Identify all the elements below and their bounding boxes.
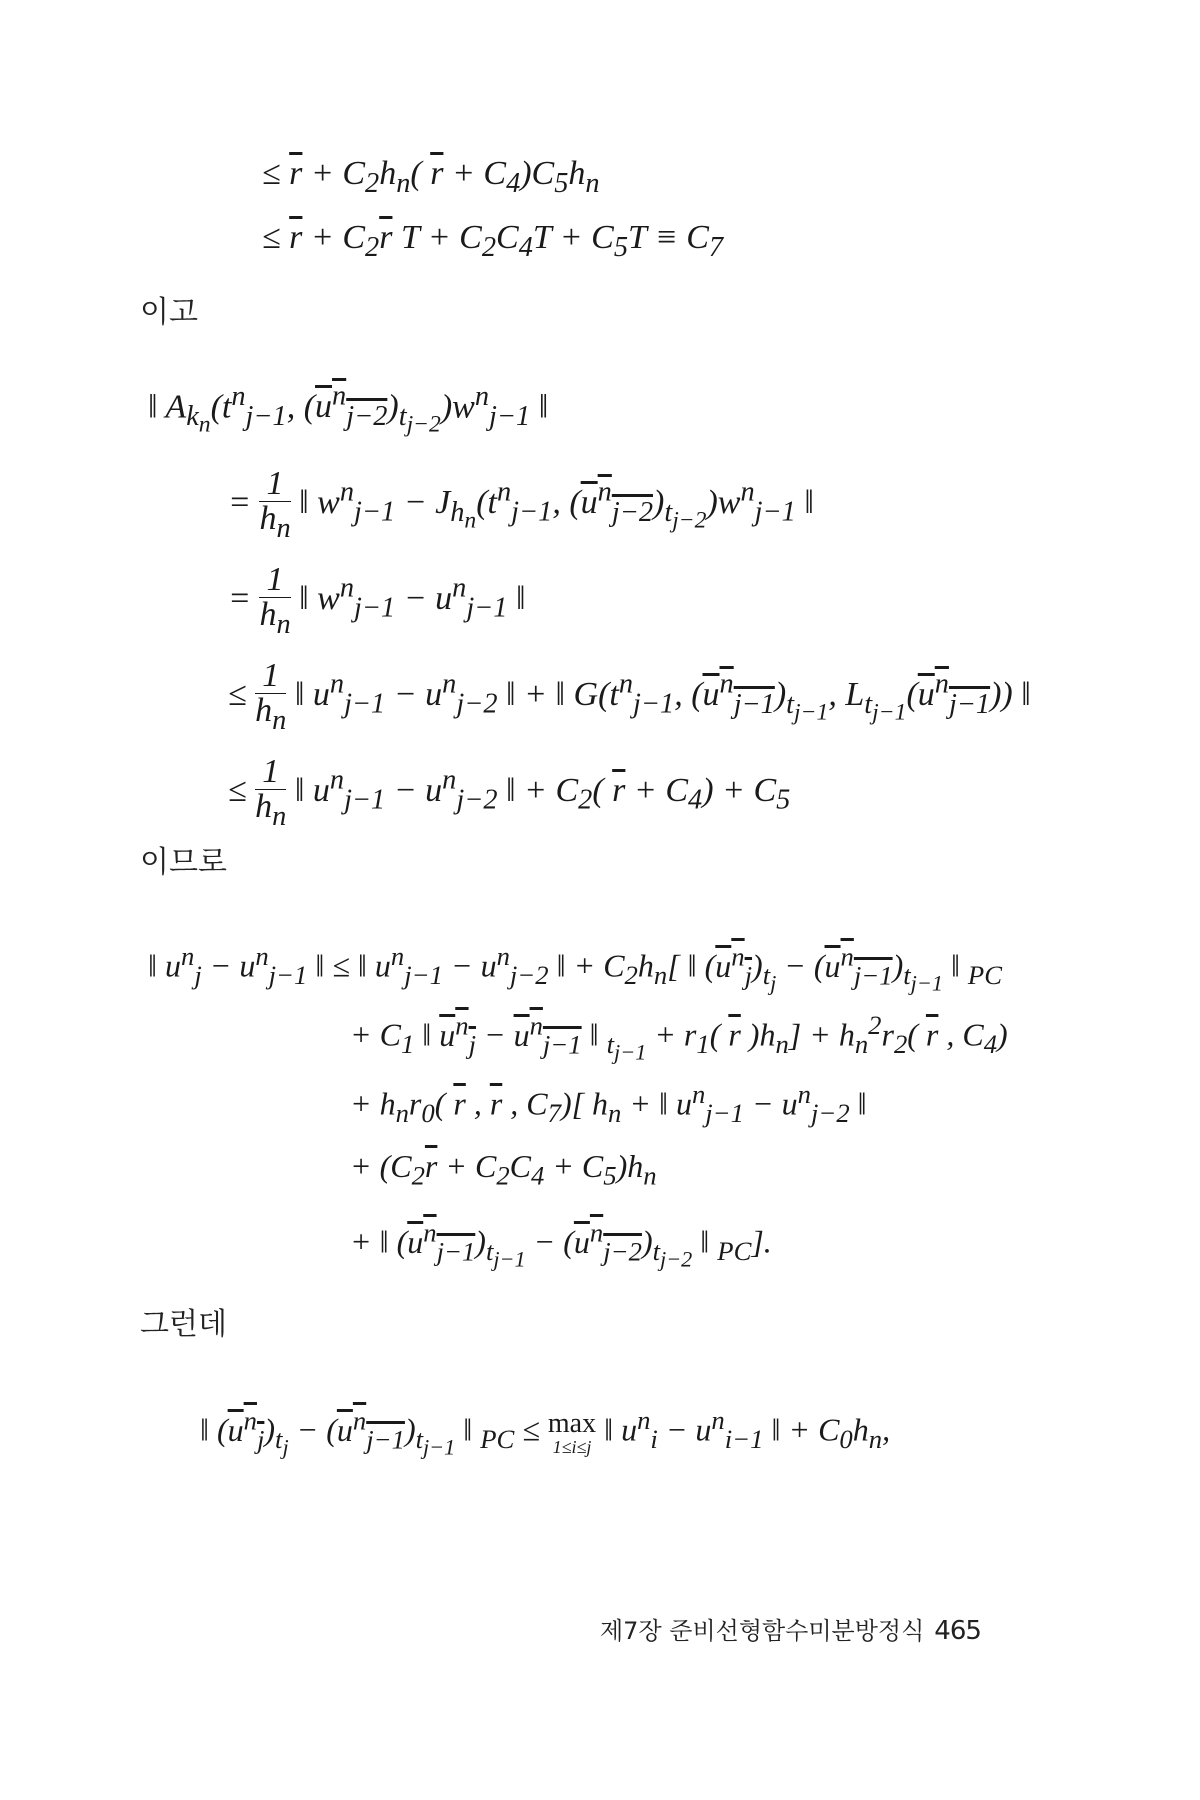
connector-geureonde: 그런데 <box>140 1307 227 1342</box>
footer-chapter: 제7장 준비선형함수미분방정식 <box>600 1617 925 1645</box>
page-number: 465 <box>934 1616 981 1646</box>
connector-imeuro: 이므로 <box>140 845 227 880</box>
running-footer <box>600 1618 981 1644</box>
estimate-line-3: + $h_nr_0$( $\overline{r}$ , $\overline{r}$ , $C_7$)[ $h_n$ + ‖ $u^n_{j-1} - u^n_{j-2}$ ‖ <box>350 1079 867 1129</box>
norm-A-expression: ‖ $A_{k_n}(t^n_{j-1}$, $(u^n_{j-2})_{t_{j-2}})w^n_{j-1}$ ‖ <box>148 381 549 438</box>
estimate-line-2: + $C_1$ ‖ $u^n_j - u^n_{j-1}$ ‖ $_{t_{j-1}} + r_1$( $\overline{r}$ )$h_n] + h_n^2r_2$( $\overline{r}$ , $C_4$) <box>350 1010 1008 1065</box>
final-bound: ‖ $(u^n_j)_{t_j} - (u^n_{j-1})_{t_{j-1}}$ ‖ $_{PC}$ ≤ max 1≤i≤j ‖ $u^n_i - u^n_{i-1}$ ‖ + $C_0h_n$, <box>200 1405 891 1460</box>
equation-line-1: = $\frac{1}{h_n}$ ‖ $w^n_{j-1} - J_{h_n}(t^n_{j-1}$, $(u^n_{j-2})_{t_{j-2}})w^n_{j-1}$ ‖ <box>228 465 814 544</box>
equation-line-4: ≤ $\frac{1}{h_n}$ ‖ $u^n_{j-1} - u^n_{j-2}$ ‖ + $C_2$( $\overline{r} + C_4) + C_5$ <box>228 753 791 832</box>
equation-line-3: ≤ $\frac{1}{h_n}$ ‖ $u^n_{j-1} - u^n_{j-2}$ ‖ + ‖ $G(t^n_{j-1}$, $(u^n_{j-1})_{t_{j-1}}$, $L_{t_{j-1}}(u^n_{j-1})$) ‖ <box>228 657 1031 736</box>
estimate-line-4: + $(C_2\overline{r} + C_2C_4 + C_5)h_n$ <box>350 1148 657 1191</box>
inequality-line-1: ≤ $\overline{r} + C_2h_n$( $\overline{r} + C_4)C_5h_n$ <box>262 155 600 199</box>
inequality-line-2: ≤ $\overline{r} + C_2\overline{r}$ $T + C_2C_4T + C_5T \equiv C_7$ <box>262 219 724 263</box>
estimate-line-1: ‖ $u^n_j - u^n_{j-1}$ ‖ ≤ ‖ $u^n_{j-1} - u^n_{j-2}$ ‖ + $C_2h_n$[ ‖ $(u^n_j)_{t_j} - (u^n_{j-1})_{t_{j-1}}$ ‖ $_{PC}$ <box>148 941 1002 996</box>
connector-igo: 이고 <box>140 295 198 330</box>
estimate-line-5: + ‖ $(u^n_{j-1})_{t_{j-1}} - (u^n_{j-2})_{t_{j-2}}$ ‖ $_{PC}$]. <box>350 1217 772 1272</box>
equation-line-2: = $\frac{1}{h_n}$ ‖ $w^n_{j-1} - u^n_{j-1}$ ‖ <box>228 561 526 640</box>
